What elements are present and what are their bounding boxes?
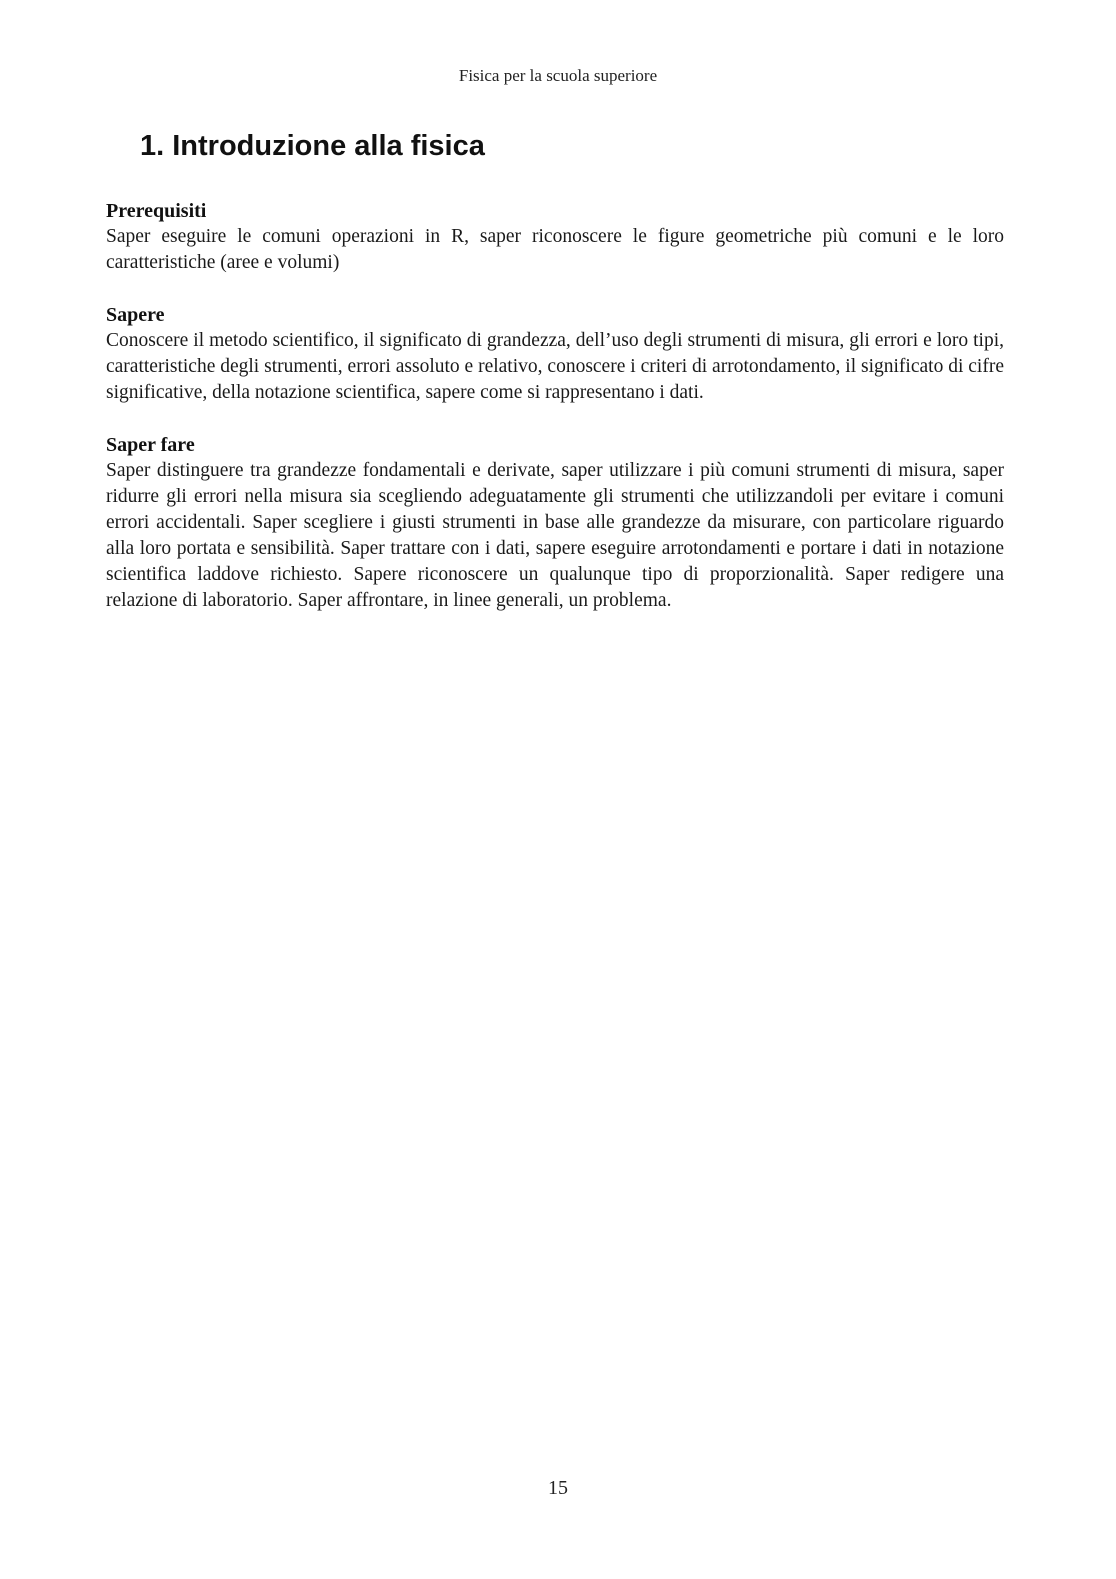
section-body: Saper distinguere tra grandezze fondamentali e derivate, saper utilizzare i più comuni strumenti di misura, saper ridurre gli errori nella misura sia scegliendo adeguatamente gli strumenti che utilizzandoli per evitare i comuni errori accidentali. Saper scegliere i giusti strumenti in base alle grandezze da misurare, con particolare riguardo alla loro portata e sensibilità. Saper trattare con i dati, sapere eseguire arrotondamenti e portare i dati in notazione scientifica laddove richiesto. Sapere riconoscere un qualunque tipo di proporzionalità. Saper redigere una relazione di laboratorio. Saper affrontare, in linee generali, un problema.	[106, 460, 1004, 611]
running-header: Fisica per la scuola superiore	[458, 66, 658, 85]
section-heading: Sapere	[106, 304, 165, 326]
chapter-title: 1. Introduzione alla fisica	[140, 130, 485, 162]
section-body: Conoscere il metodo scientifico, il significato di grandezza, dell’uso degli strumenti di misura, gli errori e loro tipi, caratteristiche degli strumenti, errori assoluto e relativo, conoscere i criteri di arrotondamento, il significato di cifre significative, della notazione scientifica, sapere come si rappresentano i dati.	[106, 330, 1004, 403]
section-heading: Saper fare	[106, 434, 195, 456]
page-content	[106, 198, 1004, 640]
section-body: Saper eseguire le comuni operazioni in R, saper riconoscere le figure geometriche più comuni e le loro caratteristiche (aree e volumi)	[106, 226, 1004, 273]
section-sapere	[106, 302, 1004, 406]
page-number: 15	[548, 1477, 568, 1499]
section-saper-fare	[106, 432, 1004, 614]
section-prerequisiti	[106, 198, 1004, 276]
section-heading: Prerequisiti	[106, 200, 207, 222]
